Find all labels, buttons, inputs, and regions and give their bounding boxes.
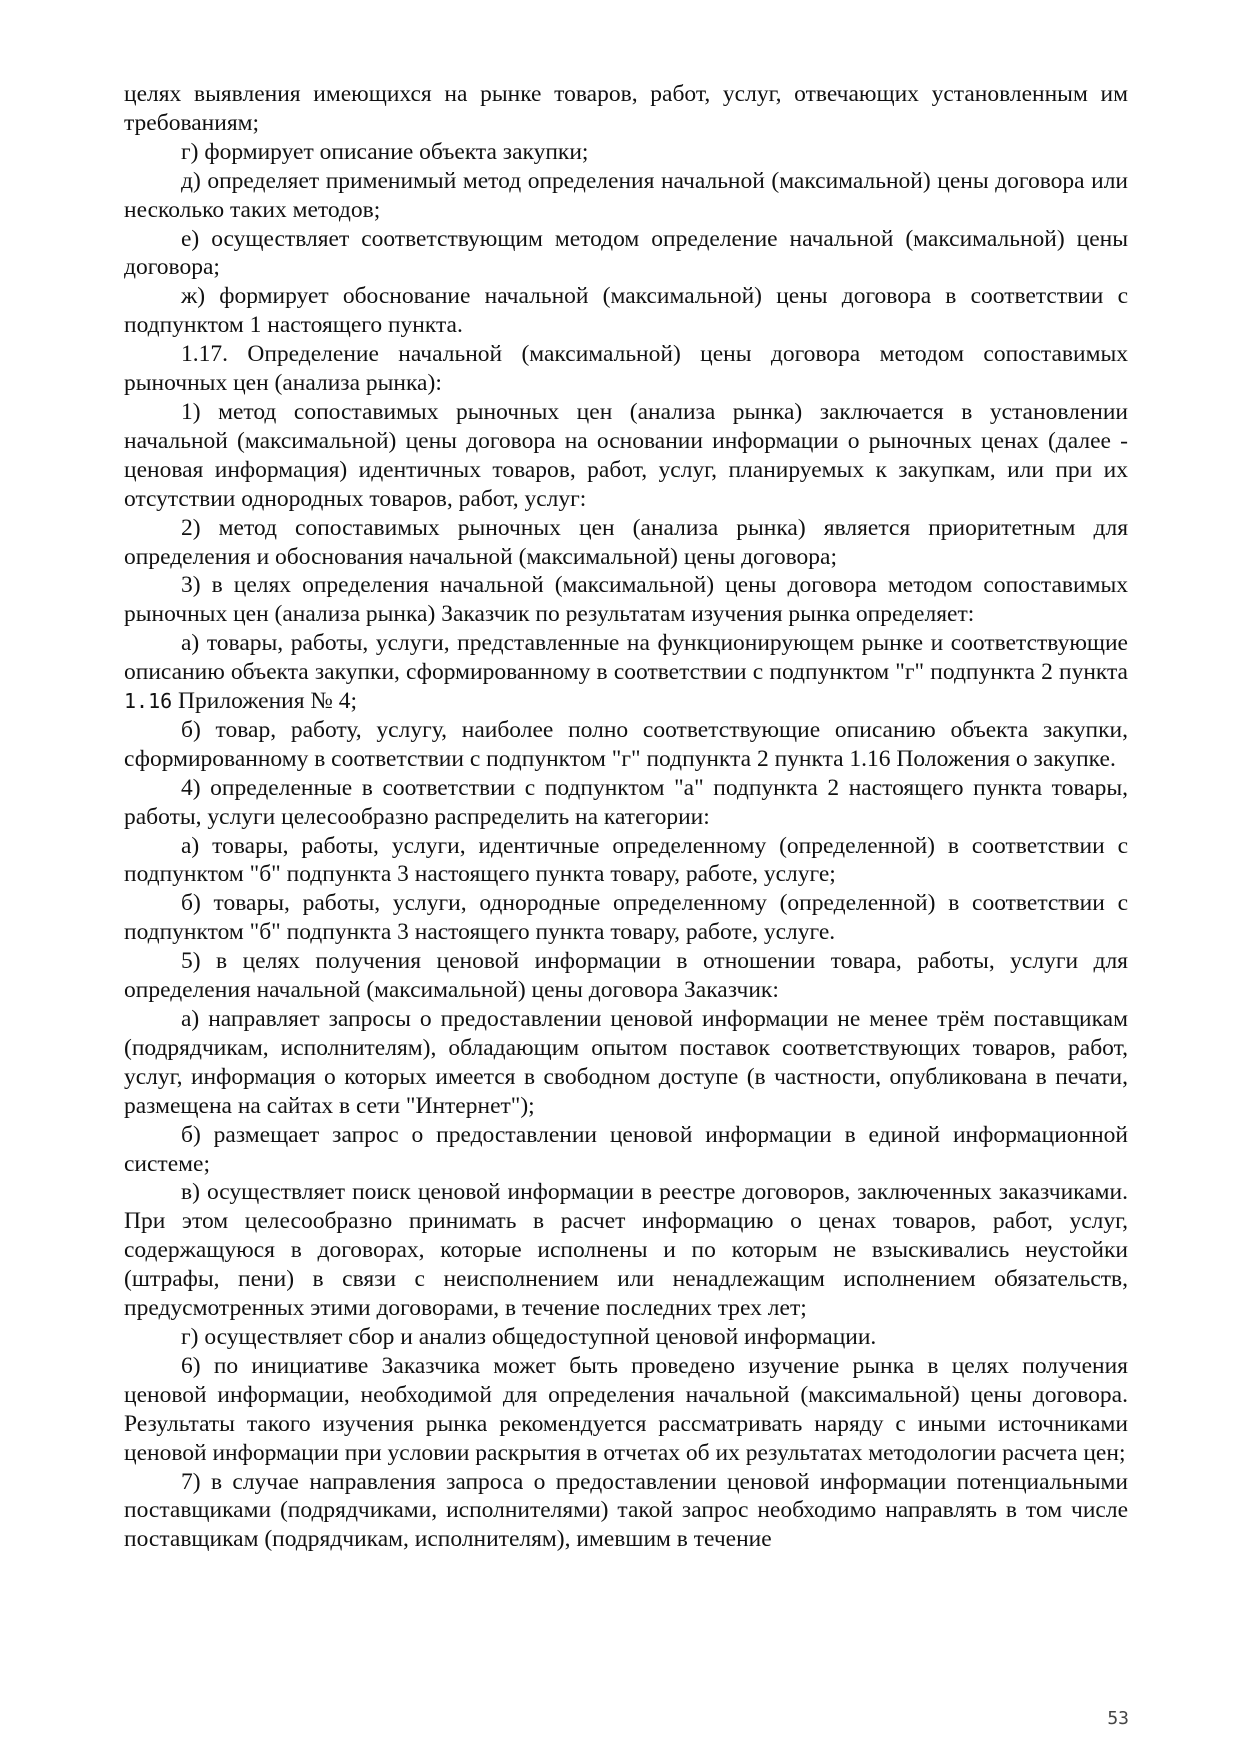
paragraph: 1) метод сопоставимых рыночных цен (анализа рынка) заключается в установлении начальной (максимальной) цены договора на основании информации о рыночных ценах (далее - ценовая информация) идентичных товаров, работ, услуг, планируемых к закупкам, или при их отсутствии однородных товаров, работ, услуг: — [124, 398, 1128, 512]
paragraph: а) товары, работы, услуги, идентичные определенному (определенной) в соответствии с подпунктом "б" подпункта 3 настоящего пункта товару, работе, услуге; — [124, 832, 1128, 888]
paragraph: ж) формирует обоснование начальной (максимальной) цены договора в соответствии с подпунктом 1 настоящего пункта. — [124, 283, 1128, 339]
paragraph: б) товар, работу, услугу, наиболее полно соответствующие описанию объекта закупки, сформированному в соответствии с подпунктом "г" подпункта 2 пункта 1.16 Положения о закупке. — [124, 716, 1128, 772]
page-number: 53 — [1107, 1708, 1129, 1729]
paragraph: е) осуществляет соответствующим методом определение начальной (максимальной) цены договора; — [124, 225, 1128, 281]
paragraph: 5) в целях получения ценовой информации в отношении товара, работы, услуги для определения начальной (максимальной) цены договора Заказчик: — [124, 948, 1128, 1004]
paragraph: 6) по инициативе Заказчика может быть проведено изучение рынка в целях получения ценовой информации, необходимой для определения начальной (максимальной) цены договора. Результаты такого изучения рынка рекомендуется рассматривать наряду с иными источниками ценовой информации при условии раскрытия в отчетах об их результатах методологии расчета цен; — [124, 1352, 1128, 1466]
paragraph: 4) определенные в соответствии с подпунктом "а" подпункта 2 настоящего пункта товары, работы, услуги целесообразно распределить на категории: — [124, 774, 1128, 830]
paragraph-text: Приложения № 4; — [172, 688, 358, 715]
paragraph: 2) метод сопоставимых рыночных цен (анализа рынка) является приоритетным для определения и обоснования начальной (максимальной) цены договора; — [124, 514, 1128, 570]
paragraph: б) товары, работы, услуги, однородные определенному (определенной) в соответствии с подпунктом "б" подпункта 3 настоящего пункта товару, работе, услуге. — [124, 890, 1128, 946]
paragraph: в) осуществляет поиск ценовой информации в реестре договоров, заключенных заказчиками. При этом целесообразно принимать в расчет информацию о ценах товаров, работ, услуг, содержащуюся в договорах, которые исполнены и по которым не взыскивались неустойки (штрафы, пени) в связи с неисполнением или ненадлежащим исполнением обязательств, предусмотренных этими договорами, в течение последних трех лет; — [124, 1179, 1128, 1322]
paragraph-text: а) товары, работы, услуги, представленные на функционирующем рынке и соответствующие описанию объекта закупки, сформированному в соответствии с подпунктом "г" подпункта 2 пункта — [124, 630, 1128, 686]
paragraph: д) определяет применимый метод определения начальной (максимальной) цены договора или несколько таких методов; — [124, 167, 1128, 223]
paragraph: г) осуществляет сбор и анализ общедоступной ценовой информации. — [181, 1323, 877, 1350]
paragraph: б) размещает запрос о предоставлении ценовой информации в единой информационной системе; — [124, 1121, 1128, 1177]
section-heading-1-17: 1.17. Определение начальной (максимальной) цены договора методом сопоставимых рыночных цен (анализа рынка): — [124, 341, 1128, 397]
paragraph: а) направляет запросы о предоставлении ценовой информации не менее трём поставщикам (подрядчикам, исполнителям), обладающим опытом поставок соответствующих товаров, работ, услуг, информация о которых имеется в свободном доступе (в частности, опубликована в печати, размещена на сайтах в сети "Интернет"); — [124, 1006, 1128, 1119]
paragraph: 7) в случае направления запроса о предоставлении ценовой информации потенциальными поставщиками (подрядчиками, исполнителями) такой запрос необходимо направлять в том числе поставщикам (подрядчикам, исполнителям), имевшим в течение — [124, 1468, 1128, 1553]
paragraph: 3) в целях определения начальной (максимальной) цены договора методом сопоставимых рыночных цен (анализа рынка) Заказчик по результатам изучения рынка определяет: — [124, 572, 1128, 628]
paragraph: г) формирует описание объекта закупки; — [181, 138, 589, 165]
paragraph — [124, 629, 1128, 716]
paragraph: целях выявления имеющихся на рынке товаров, работ, услуг, отвечающих установленным им требованиям; — [124, 81, 1128, 136]
document-page — [124, 80, 1128, 1554]
clause-reference: 1.16 — [124, 689, 173, 714]
